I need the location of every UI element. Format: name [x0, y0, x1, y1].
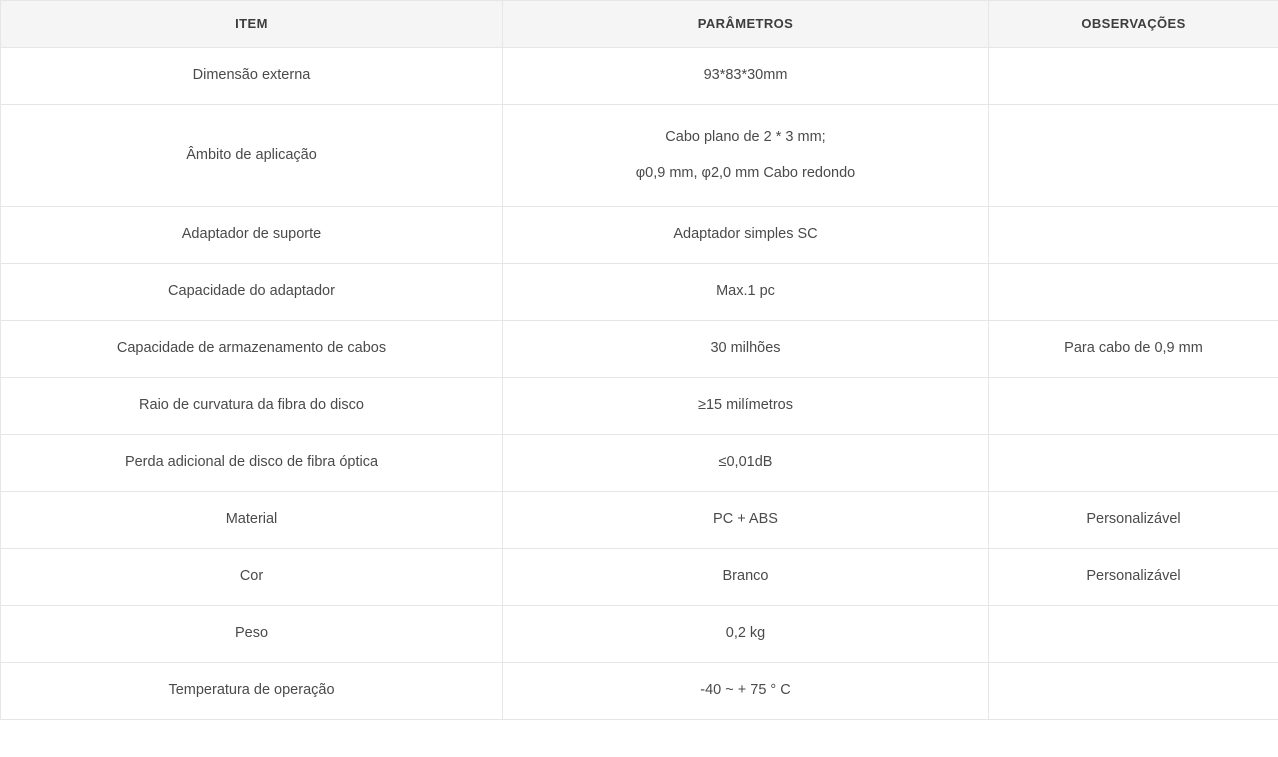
cell-observations: [989, 264, 1278, 321]
parameter-lines: [517, 278, 974, 306]
table-row: [1, 549, 1278, 606]
table-row: [1, 492, 1278, 549]
cell-parameters: [503, 378, 989, 435]
parameter-lines: [517, 335, 974, 363]
cell-parameters: [503, 264, 989, 321]
parameter-lines: [517, 620, 974, 648]
parameter-line: Max.1 pc: [716, 283, 775, 300]
cell-item: Cor: [1, 549, 503, 606]
cell-observations: [989, 48, 1278, 105]
parameter-lines: [517, 449, 974, 477]
cell-item: Material: [1, 492, 503, 549]
cell-item: Âmbito de aplicação: [1, 105, 503, 207]
cell-item: Raio de curvatura da fibra do disco: [1, 378, 503, 435]
parameter-line: ≤0,01dB: [718, 454, 773, 471]
table-header: [1, 1, 1278, 48]
table-header-row: [1, 1, 1278, 48]
cell-item: Adaptador de suporte: [1, 207, 503, 264]
cell-parameters: [503, 435, 989, 492]
cell-observations: [989, 663, 1278, 720]
column-header-observations: OBSERVAÇÕES: [989, 1, 1278, 48]
parameter-lines: [517, 392, 974, 420]
parameter-line: Branco: [722, 568, 769, 585]
parameter-lines: [517, 221, 974, 249]
cell-observations: [989, 207, 1278, 264]
cell-parameters: [503, 321, 989, 378]
parameter-line: Adaptador simples SC: [673, 226, 818, 243]
cell-observations: Personalizável: [989, 492, 1278, 549]
cell-item: Temperatura de operação: [1, 663, 503, 720]
cell-item: Capacidade de armazenamento de cabos: [1, 321, 503, 378]
table-row: [1, 264, 1278, 321]
cell-item: Dimensão externa: [1, 48, 503, 105]
table-row: [1, 663, 1278, 720]
parameter-line: -40 ~ + 75 ° C: [700, 682, 791, 699]
parameter-lines: [517, 677, 974, 705]
parameter-line: Cabo plano de 2 * 3 mm;: [665, 128, 826, 145]
cell-parameters: [503, 492, 989, 549]
column-header-item: ITEM: [1, 1, 503, 48]
cell-item: Capacidade do adaptador: [1, 264, 503, 321]
table-row: [1, 435, 1278, 492]
table-body: [1, 48, 1278, 720]
table-row: [1, 606, 1278, 663]
parameter-lines: [517, 62, 974, 90]
table-row: [1, 207, 1278, 264]
cell-parameters: [503, 663, 989, 720]
cell-item: Peso: [1, 606, 503, 663]
table-row: [1, 105, 1278, 207]
parameter-line: 0,2 kg: [725, 625, 766, 642]
cell-parameters: [503, 207, 989, 264]
cell-observations: [989, 435, 1278, 492]
parameter-line: φ0,9 mm, φ2,0 mm Cabo redondo: [635, 164, 856, 181]
column-header-parameters: PARÂMETROS: [503, 1, 989, 48]
table-row: [1, 378, 1278, 435]
parameter-line: ≥15 milímetros: [698, 397, 793, 414]
cell-observations: Para cabo de 0,9 mm: [989, 321, 1278, 378]
cell-parameters: [503, 105, 989, 207]
cell-observations: [989, 378, 1278, 435]
table-row: [1, 321, 1278, 378]
parameter-lines: [517, 506, 974, 534]
parameter-line: 93*83*30mm: [703, 67, 788, 84]
cell-observations: Personalizável: [989, 549, 1278, 606]
cell-observations: [989, 606, 1278, 663]
parameter-line: 30 milhões: [710, 340, 781, 357]
table-row: [1, 48, 1278, 105]
cell-parameters: [503, 549, 989, 606]
parameter-lines: [517, 120, 974, 191]
cell-parameters: [503, 48, 989, 105]
cell-parameters: [503, 606, 989, 663]
cell-observations: [989, 105, 1278, 207]
parameter-line: PC + ABS: [713, 511, 778, 528]
parameter-lines: [517, 563, 974, 591]
cell-item: Perda adicional de disco de fibra óptica: [1, 435, 503, 492]
